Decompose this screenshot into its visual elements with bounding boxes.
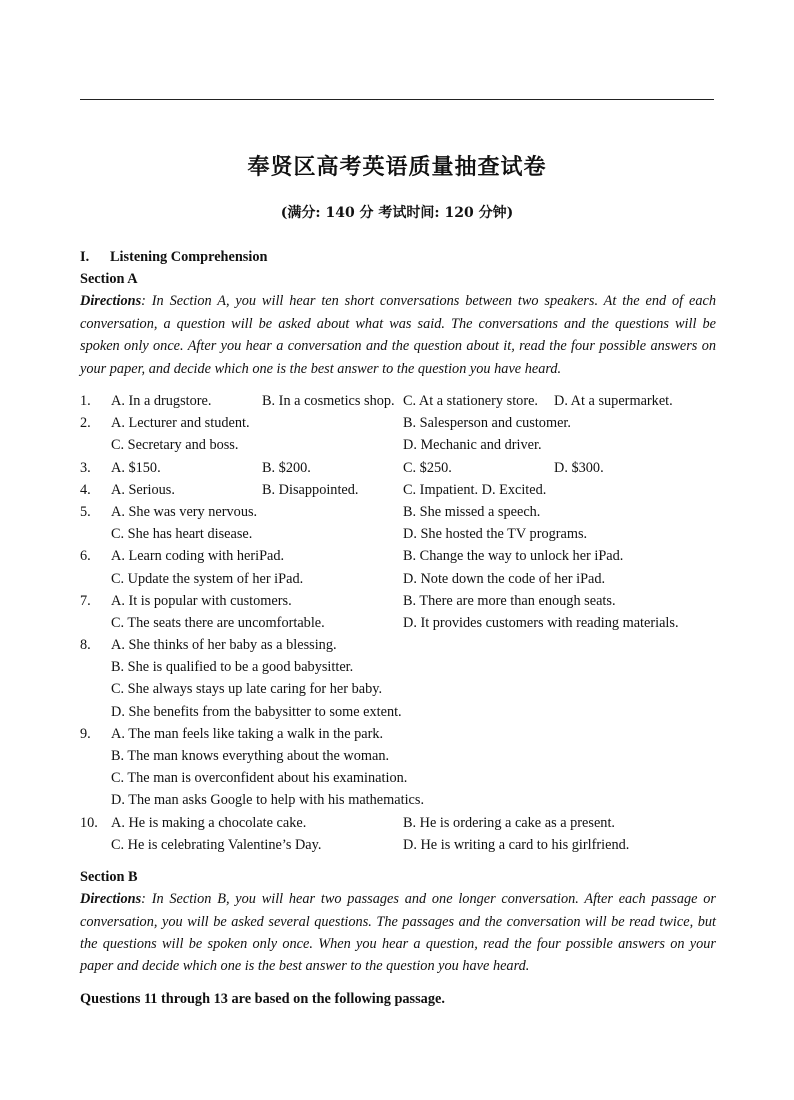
question-number: 10. bbox=[80, 814, 98, 831]
answer-option: C. She has heart disease. bbox=[111, 526, 253, 543]
part-number: I. bbox=[80, 249, 90, 265]
answer-option: D. He is writing a card to his girlfriend. bbox=[403, 836, 630, 853]
question-row bbox=[80, 479, 716, 501]
question-row bbox=[80, 434, 716, 456]
exam-title: 奉贤区高考英语质量抽查试卷 bbox=[247, 154, 547, 180]
section-a-directions bbox=[80, 290, 716, 380]
section-b-title: Section B bbox=[80, 868, 138, 885]
question-number: 8. bbox=[80, 637, 91, 654]
answer-option: A. $150. bbox=[111, 459, 161, 476]
answer-option: A. In a drugstore. bbox=[111, 393, 212, 410]
answer-option: B. In a cosmetics shop. bbox=[262, 393, 395, 410]
question-list bbox=[80, 390, 716, 856]
directions-text: : In Section B, you will hear two passages and one longer conversation. After each passage or conversation, you will be asked several questions. The passages and the conversation will be read twice, but the questions will be spoken only once. When you hear a question, read the four possible answers on your paper and decide which one is the best answer to the question you have heard. bbox=[80, 891, 716, 975]
part-title: Listening Comprehension bbox=[110, 249, 268, 265]
answer-option: A. Lecturer and student. bbox=[111, 415, 250, 432]
answer-option: C. The seats there are uncomfortable. bbox=[111, 614, 325, 631]
answer-option: D. Mechanic and driver. bbox=[403, 437, 542, 454]
question-row bbox=[80, 590, 716, 612]
question-number: 3. bbox=[80, 459, 91, 476]
answer-option: A. It is popular with customers. bbox=[111, 592, 292, 609]
answer-option: B. Disappointed. bbox=[262, 481, 359, 498]
answer-option: C. Secretary and boss. bbox=[111, 437, 239, 454]
question-row bbox=[80, 834, 716, 856]
question-number: 1. bbox=[80, 393, 91, 410]
answer-option: D. The man asks Google to help with his mathematics. bbox=[111, 792, 425, 809]
question-row bbox=[80, 634, 716, 656]
answer-option: D. She hosted the TV programs. bbox=[403, 526, 588, 543]
question-number: 9. bbox=[80, 725, 91, 742]
answer-option: C. He is celebrating Valentine’s Day. bbox=[111, 836, 322, 853]
question-row bbox=[80, 723, 716, 745]
answer-option: B. She missed a speech. bbox=[403, 503, 541, 520]
question-number: 2. bbox=[80, 415, 91, 432]
answer-option: D. It provides customers with reading materials. bbox=[403, 614, 679, 631]
question-row bbox=[80, 568, 716, 590]
directions-label: Directions bbox=[80, 891, 142, 908]
exam-subtitle: (满分: 140 分 考试时间: 120 分钟) bbox=[280, 205, 514, 221]
question-number: 7. bbox=[80, 592, 91, 609]
answer-option: B. She is qualified to be a good babysitter. bbox=[111, 659, 354, 676]
answer-option: C. Impatient. D. Excited. bbox=[403, 481, 547, 498]
answer-option: C. $250. bbox=[403, 459, 452, 476]
answer-option: A. He is making a chocolate cake. bbox=[111, 814, 307, 831]
question-row bbox=[80, 656, 716, 678]
question-row bbox=[80, 457, 716, 479]
question-number: 5. bbox=[80, 503, 91, 520]
header-rule bbox=[80, 99, 714, 100]
question-row bbox=[80, 612, 716, 634]
passage-note: Questions 11 through 13 are based on the following passage. bbox=[80, 990, 445, 1007]
part-heading bbox=[80, 246, 716, 268]
answer-option: B. Salesperson and customer. bbox=[403, 415, 571, 432]
question-row bbox=[80, 501, 716, 523]
question-row bbox=[80, 523, 716, 545]
answer-option: A. She was very nervous. bbox=[111, 503, 258, 520]
section-b-directions bbox=[80, 888, 716, 978]
question-number: 6. bbox=[80, 548, 91, 565]
directions-text: : In Section A, you will hear ten short conversations between two speakers. At the end of each conversation, a question will be asked about what was said. The conversations and the questions will be spoken only once. After you hear a conversation and the question about it, read the four possible answers on your paper, and decide which one is the best answer to the question you have heard. bbox=[80, 293, 716, 377]
answer-option: C. At a stationery store. bbox=[403, 393, 539, 410]
exam-content bbox=[80, 246, 716, 1010]
question-row bbox=[80, 767, 716, 789]
answer-option: D. She benefits from the babysitter to some extent. bbox=[111, 703, 402, 720]
answer-option: C. She always stays up late caring for her baby. bbox=[111, 681, 383, 698]
answer-option: C. The man is overconfident about his examination. bbox=[111, 770, 408, 787]
answer-option: D. $300. bbox=[554, 459, 604, 476]
answer-option: B. He is ordering a cake as a present. bbox=[403, 814, 615, 831]
answer-option: B. Change the way to unlock her iPad. bbox=[403, 548, 624, 565]
answer-option: A. Serious. bbox=[111, 481, 175, 498]
question-row bbox=[80, 412, 716, 434]
question-row bbox=[80, 390, 716, 412]
question-row bbox=[80, 745, 716, 767]
section-a-title: Section A bbox=[80, 271, 138, 288]
directions-label: Directions bbox=[80, 293, 142, 310]
answer-option: D. At a supermarket. bbox=[554, 393, 673, 410]
question-row bbox=[80, 701, 716, 723]
question-row bbox=[80, 812, 716, 834]
question-number: 4. bbox=[80, 481, 91, 498]
answer-option: A. The man feels like taking a walk in the park. bbox=[111, 725, 384, 742]
answer-option: A. Learn coding with heriPad. bbox=[111, 548, 285, 565]
question-row bbox=[80, 545, 716, 567]
answer-option: B. There are more than enough seats. bbox=[403, 592, 616, 609]
question-row bbox=[80, 789, 716, 811]
answer-option: D. Note down the code of her iPad. bbox=[403, 570, 606, 587]
answer-option: A. She thinks of her baby as a blessing. bbox=[111, 637, 337, 654]
answer-option: C. Update the system of her iPad. bbox=[111, 570, 304, 587]
answer-option: B. $200. bbox=[262, 459, 311, 476]
question-row bbox=[80, 678, 716, 700]
answer-option: B. The man knows everything about the woman. bbox=[111, 748, 390, 765]
